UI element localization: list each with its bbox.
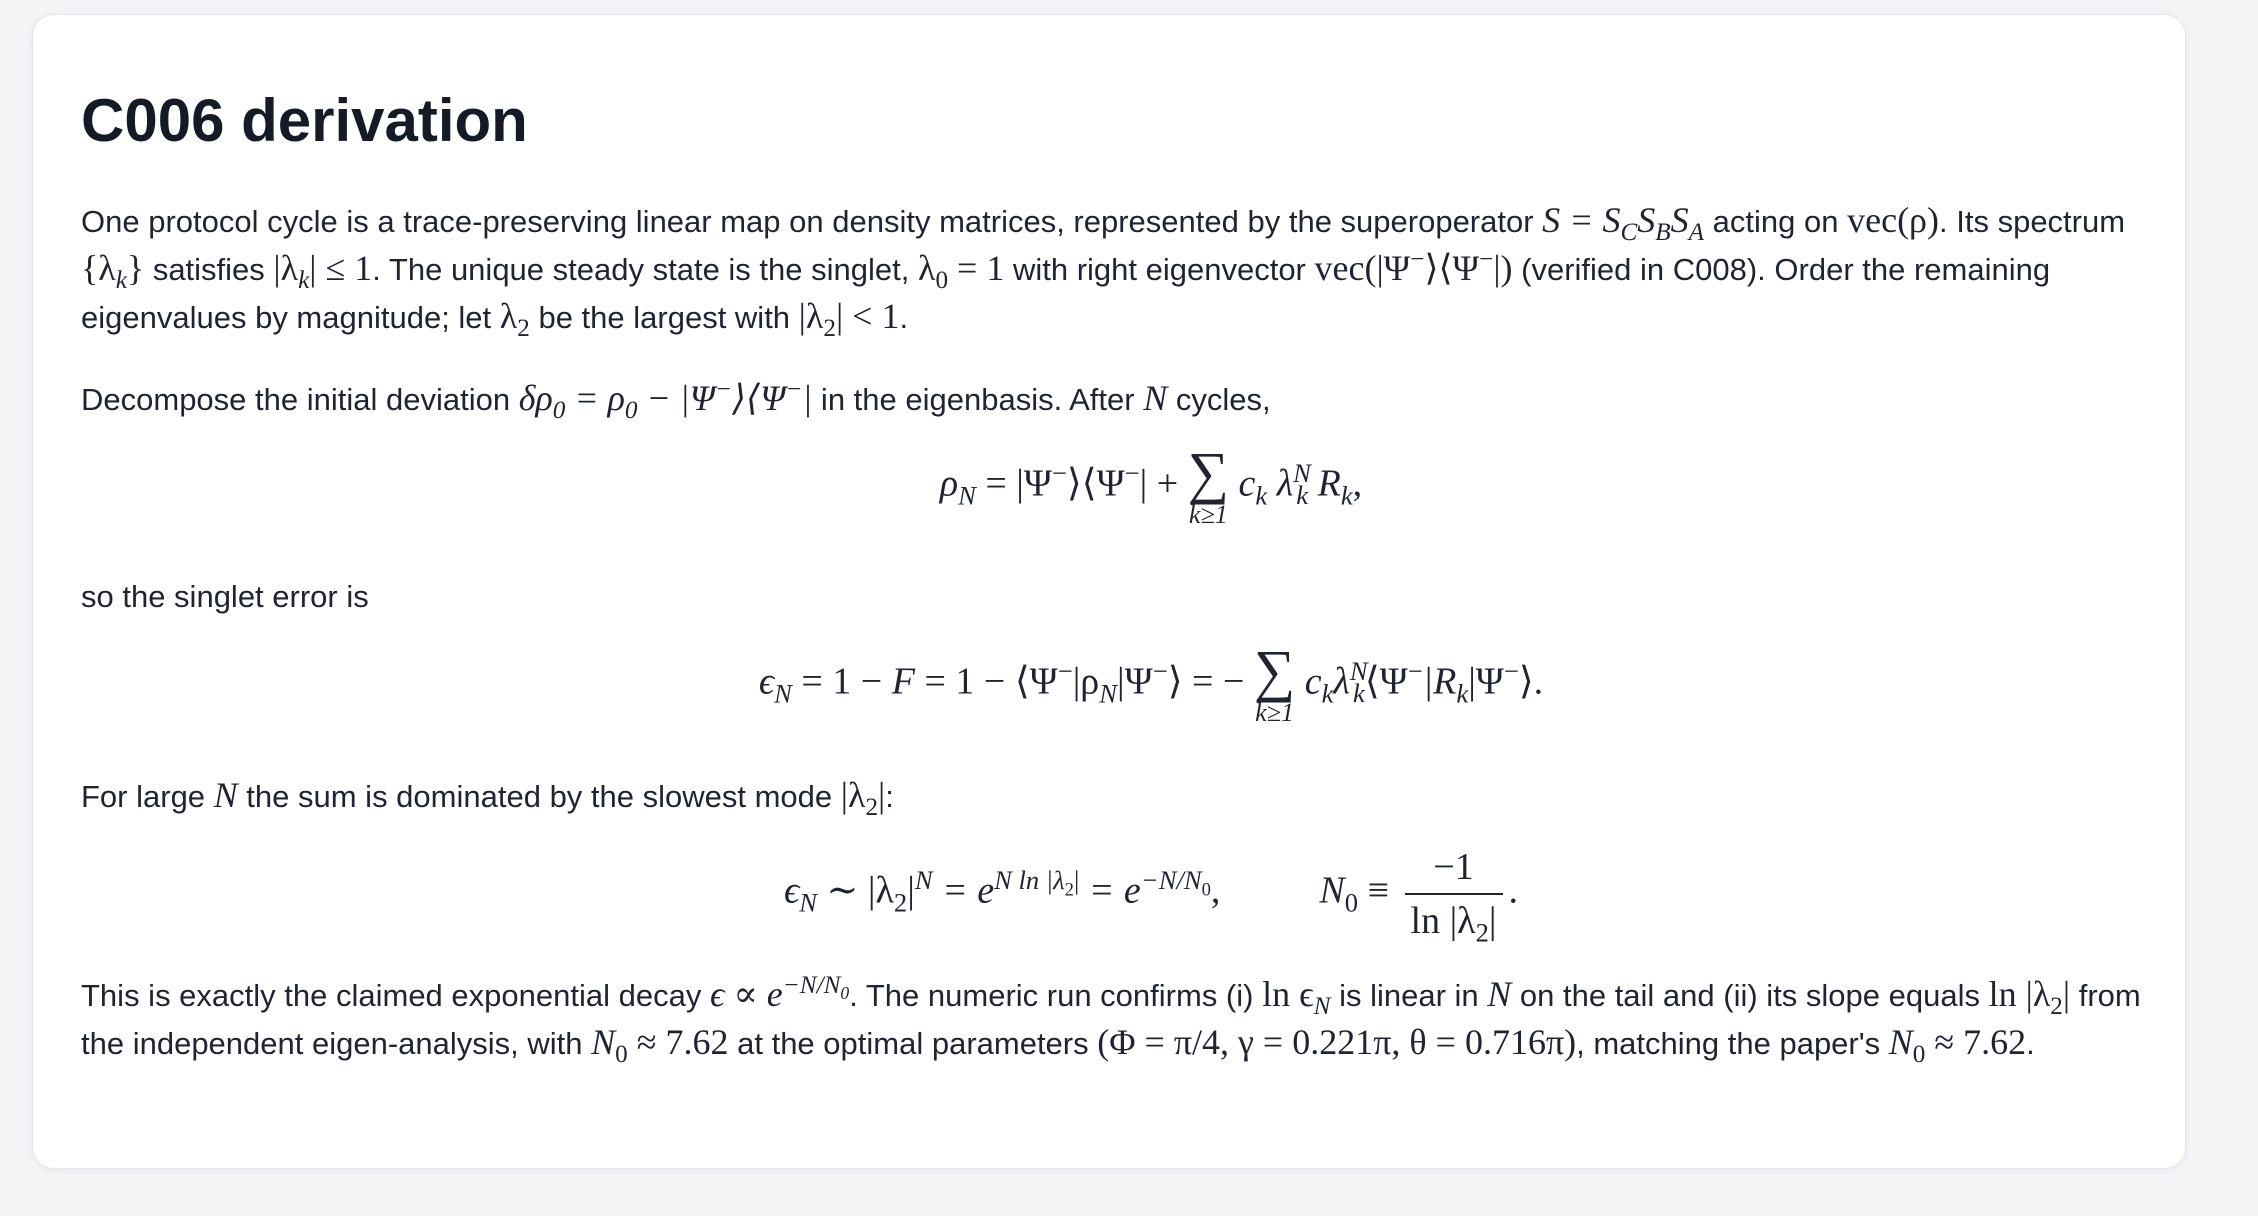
- text-span: from the independent eigen-analysis, with: [81, 978, 2141, 1061]
- text-span: For large: [81, 779, 214, 814]
- paragraph-decompose: [81, 375, 2171, 423]
- equation-rho-n: $\rho_N$ = |Ψ−⟩⟨Ψ−| + ∑ k≥1 $c_k$ $\lambda^N_k$ $R_k$,: [939, 440, 1363, 529]
- math-inline: $\delta\rho_0 = \rho_0$ − |Ψ−⟩⟨Ψ−|: [518, 376, 813, 425]
- text-span: at the optimal parameters: [728, 1026, 1098, 1061]
- paragraph-superoperator: [81, 197, 2171, 341]
- paragraph-conclusion: [81, 971, 2171, 1067]
- text-span: be the largest with: [529, 300, 799, 335]
- text-span: the sum is dominated by the slowest mode: [237, 779, 841, 814]
- equation-asymptotic-decay: $\epsilon_N$ ∼ $|\lambda_2|^N = e^{N ln |\lambda_2|} = e^{-N/N_0}$, $N_0$ ≡ $\frac{-1}{\ln |\lambda_2|}$ .: [783, 846, 1519, 948]
- text-span: , matching the paper's: [1576, 1026, 1889, 1061]
- text-span: on the tail and (ii) its slope equals: [1511, 978, 1989, 1013]
- sum-operator: ∑ k≥1: [1253, 638, 1296, 727]
- paragraph-large-n: [81, 772, 894, 820]
- text-span: . The unique steady state is the singlet,: [372, 252, 918, 287]
- math-inline: $N_0 \approx 7.62$: [1888, 1022, 2027, 1069]
- math-inline: $\epsilon \propto e^{-N/N_0}$: [709, 972, 850, 1014]
- derivation-card: [32, 14, 2186, 1169]
- math-inline: $\lambda_2$: [499, 296, 530, 343]
- math-inline: $S = S_CS_BS_A$: [1542, 200, 1705, 247]
- math-inline: N: [213, 775, 238, 815]
- equation-epsilon-n: $\epsilon_N = 1 - F = 1$ − $⟨\Psi^-|\rho_N|\Psi^-⟩$ = − ∑ k≥1 $c_k\lambda^N_k⟨\Psi^-|R_k|\Psi^-⟩$.: [758, 638, 1544, 727]
- text-span: (verified in C008). Order the remaining eigenvalues by magnitude; let: [81, 252, 2051, 335]
- math-inline: $\ln |\lambda_2|$: [1988, 974, 2071, 1021]
- text-span: This is exactly the claimed exponential decay: [81, 978, 710, 1013]
- math-inline: vec(ρ): [1847, 200, 1940, 240]
- text-span: cycles,: [1167, 382, 1271, 417]
- math-inline: $|\lambda_2|$: [840, 775, 886, 822]
- text-span: .: [899, 300, 909, 335]
- text-span: . The numeric run confirms (i): [849, 978, 1263, 1013]
- text-span: with right eigenvector: [1004, 252, 1315, 287]
- math-inline: $\lambda_0 = 1$: [917, 248, 1005, 295]
- text-span: Decompose the initial deviation: [81, 382, 519, 417]
- fraction: $\frac{-1}{\ln |\lambda_2|}$: [1405, 847, 1503, 941]
- math-inline: $\{\lambda_k\}$: [81, 248, 145, 295]
- math-inline: (Φ = π/4, γ = 0.221π, θ = 0.716π): [1097, 1022, 1577, 1062]
- math-inline: $|\lambda_k| \le 1$: [273, 248, 373, 295]
- text-span: .: [2026, 1026, 2035, 1061]
- math-inline: N: [1143, 378, 1168, 418]
- text-span: satisfies: [144, 252, 274, 287]
- text-span: in the eigenbasis. After: [812, 382, 1144, 417]
- sum-operator: ∑ k≥1: [1187, 440, 1230, 529]
- text-span: acting on: [1704, 204, 1848, 239]
- math-inline: vec(|Ψ−⟩⟨Ψ−|): [1314, 246, 1513, 288]
- text-span: . Its spectrum: [1939, 204, 2126, 239]
- math-inline: $|\lambda_2| < 1$: [798, 296, 900, 343]
- text-span: is linear in: [1330, 978, 1488, 1013]
- math-inline: $\ln \epsilon_N$: [1262, 974, 1331, 1021]
- paragraph-singlet-error: so the singlet error is: [81, 579, 369, 614]
- text-span: :: [885, 779, 894, 814]
- page-title: C006 derivation: [81, 87, 528, 154]
- math-inline: N: [1487, 974, 1512, 1014]
- math-inline: $N_0 \approx 7.62$: [591, 1022, 729, 1069]
- text-span: One protocol cycle is a trace-preserving linear map on density matrices, represented by the superoperator: [81, 204, 1543, 239]
